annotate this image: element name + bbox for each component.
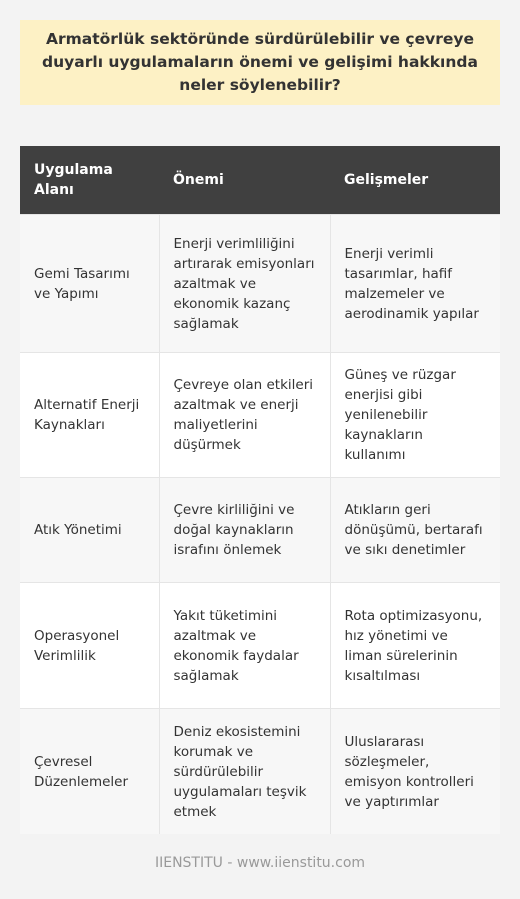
cell-importance: Çevreye olan etkileri azaltmak ve enerji maliyetlerini düşürmek	[159, 353, 330, 478]
header-importance: Önemi	[159, 146, 330, 215]
info-table	[20, 146, 500, 834]
table-row	[20, 478, 500, 583]
cell-developments: Enerji verimli tasarımlar, hafif malzemeler ve aerodinamik yapılar	[330, 215, 500, 353]
cell-application-area: Atık Yönetimi	[20, 478, 159, 583]
cell-developments: Rota optimizasyonu, hız yönetimi ve liman sürelerinin kısaltılması	[330, 583, 500, 709]
table-row	[20, 709, 500, 835]
footer-credit: IIENSTITU - www.iienstitu.com	[154, 855, 366, 871]
table-row	[20, 353, 500, 478]
cell-developments: Atıkların geri dönüşümü, bertarafı ve sıkı denetimler	[330, 478, 500, 583]
cell-application-area: Operasyonel Verimlilik	[20, 583, 159, 709]
title-banner	[20, 20, 500, 105]
cell-application-area: Gemi Tasarımı ve Yapımı	[20, 215, 159, 353]
table-row	[20, 215, 500, 353]
table-header-row	[20, 146, 500, 215]
header-developments: Gelişmeler	[330, 146, 500, 215]
table-row	[20, 583, 500, 709]
cell-developments: Uluslararası sözleşmeler, emisyon kontrolleri ve yaptırımlar	[330, 709, 500, 835]
cell-importance: Enerji verimliliğini artırarak emisyonları azaltmak ve ekonomik kazanç sağlamak	[159, 215, 330, 353]
cell-importance: Yakıt tüketimini azaltmak ve ekonomik faydalar sağlamak	[159, 583, 330, 709]
header-application-area: Uygulama Alanı	[20, 146, 159, 215]
page-title: Armatörlük sektöründe sürdürülebilir ve çevreye duyarlı uygulamaların önemi ve gelişimi hakkında neler söylenebilir?	[42, 30, 478, 94]
cell-application-area: Çevresel Düzenlemeler	[20, 709, 159, 835]
cell-importance: Çevre kirliliğini ve doğal kaynakların israfını önlemek	[159, 478, 330, 583]
cell-application-area: Alternatif Enerji Kaynakları	[20, 353, 159, 478]
cell-importance: Deniz ekosistemini korumak ve sürdürülebilir uygulamaları teşvik etmek	[159, 709, 330, 835]
cell-developments: Güneş ve rüzgar enerjisi gibi yenilenebilir kaynakların kullanımı	[330, 353, 500, 478]
